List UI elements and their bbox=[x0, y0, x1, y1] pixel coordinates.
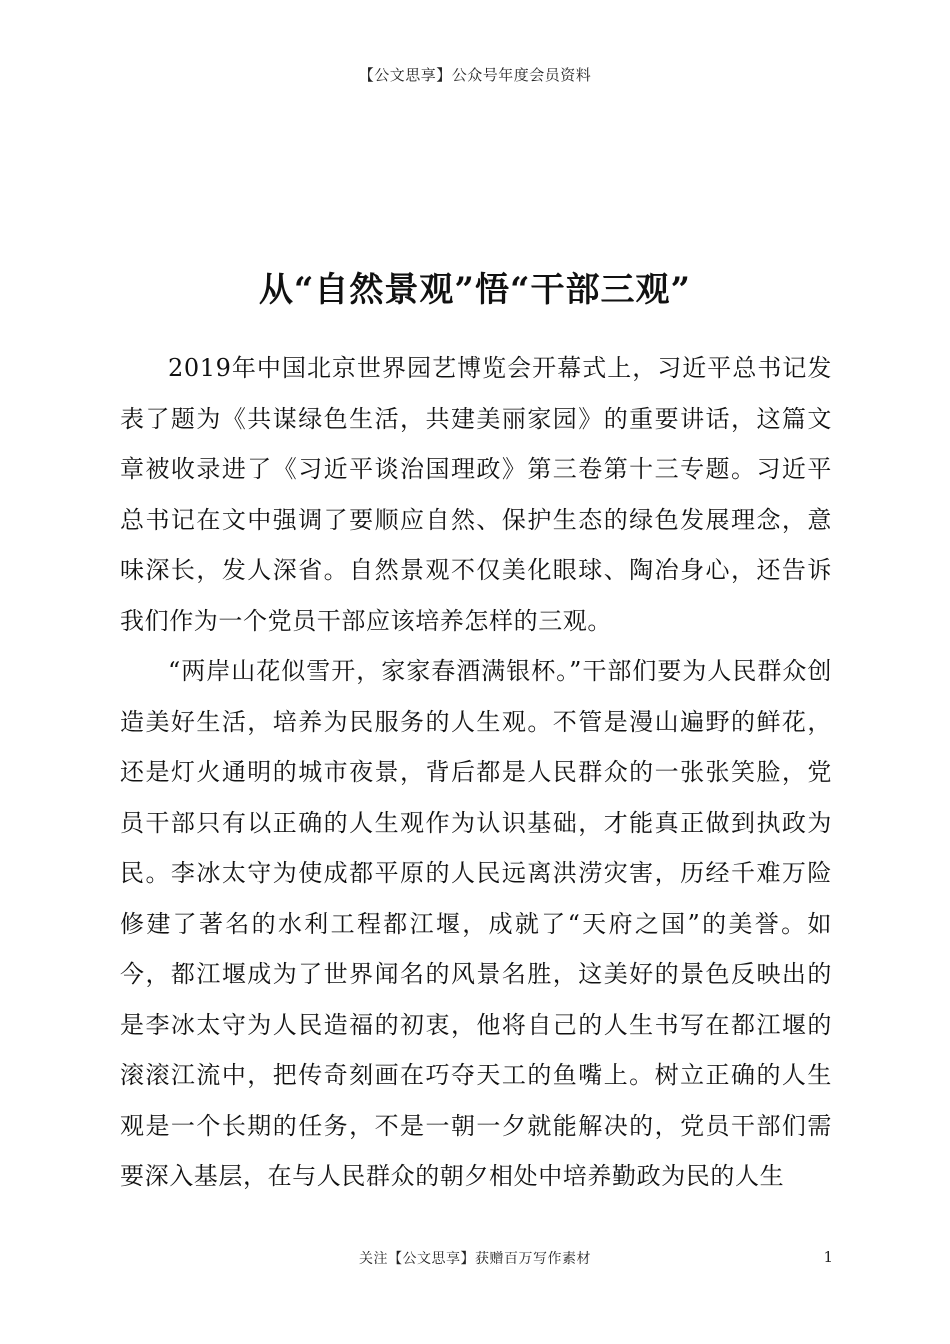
page-footer bbox=[0, 1248, 950, 1272]
page-header: 【公文思享】公众号年度会员资料 bbox=[358, 66, 592, 84]
paragraph-outlook-on-life: “两岸山花似雪开，家家春酒满银杯。”干部们要为人民群众创造美好生活，培养为民服务的人生观。不管是漫山遍野的鲜花，还是灯火通明的城市夜景，背后都是人民群众的一张张笑脸，党员干部只有以正确的人生观作为认识基础，才能真正做到执政为民。李冰太守为使成都平原的人民远离洪涝灾害，历经千难万险修建了著名的水利工程都江堰，成就了“天府之国”的美誉。如今，都江堰成为了世界闻名的风景名胜，这美好的景色反映出的是李冰太守为人民造福的初衷，他将自己的人生书写在都江堰的滚滚江流中，把传奇刻画在巧夺天工的鱼嘴上。树立正确的人生观是一个长期的任务，不是一朝一夕就能解决的，党员干部们需要深入基层，在与人民群众的朝夕相处中培养勤政为民的人生 bbox=[120, 657, 832, 1190]
footer-text: 关注【公文思享】获赠百万写作素材 bbox=[359, 1251, 591, 1267]
document-title: 从“自然景观”悟“干部三观” bbox=[258, 270, 692, 310]
page-number: 1 bbox=[823, 1248, 833, 1266]
paragraph-intro: 2019年中国北京世界园艺博览会开幕式上，习近平总书记发表了题为《共谋绿色生活，共建美丽家园》的重要讲话，这篇文章被收录进了《习近平谈治国理政》第三卷第十三专题。习近平总书记在文中强调了要顺应自然、保护生态的绿色发展理念，意味深长，发人深省。自然景观不仅美化眼球、陶冶身心，还告诉我们作为一个党员干部应该培养怎样的三观。 bbox=[120, 354, 832, 635]
document-body bbox=[120, 343, 832, 1202]
